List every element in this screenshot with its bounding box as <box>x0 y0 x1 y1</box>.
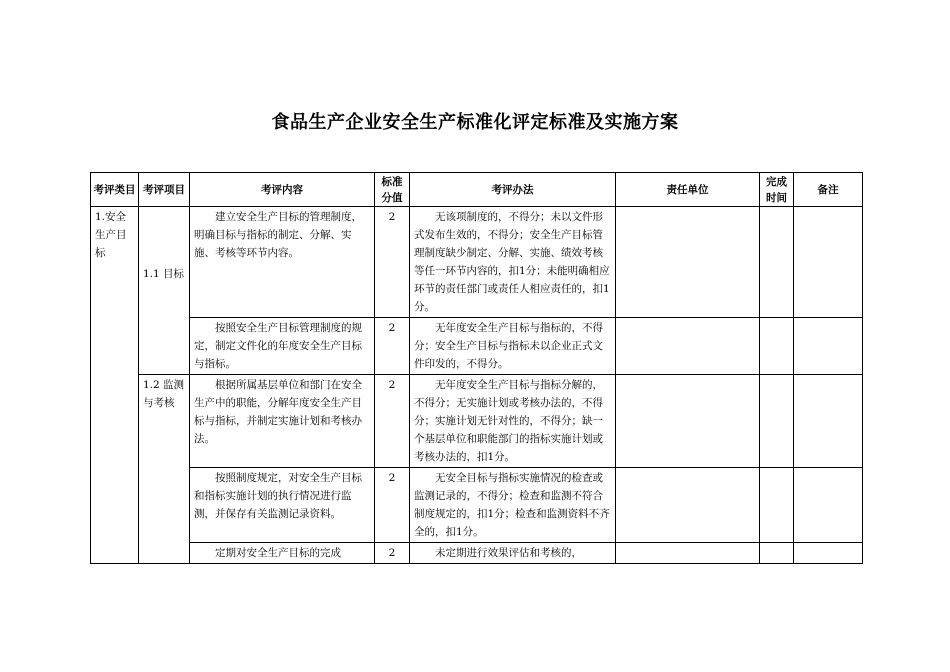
method-cell: 未定期进行效果评估和考核的， <box>410 543 616 564</box>
score-cell: 2 <box>375 207 410 318</box>
unit-cell <box>616 318 760 375</box>
unit-cell <box>616 543 760 564</box>
header-time: 完成时间 <box>760 173 794 207</box>
time-cell <box>760 207 794 318</box>
table-row <box>91 318 863 375</box>
header-method: 考评办法 <box>410 173 616 207</box>
header-category: 考评类目 <box>91 173 139 207</box>
note-cell <box>794 375 863 468</box>
header-content: 考评内容 <box>190 173 375 207</box>
score-cell: 2 <box>375 318 410 375</box>
method-cell: 无年度安全生产目标与指标分解的，不得分；无实施计划或考核办法的，不得分；实施计划无针对性的，不得分；缺一个基层单位和职能部门的指标实施计划或考核办法的，扣1分。 <box>410 375 616 468</box>
method-cell: 无年度安全生产目标与指标的，不得分；安全生产目标与指标未以企业正式文件印发的，不得分。 <box>410 318 616 375</box>
table-row <box>91 543 863 564</box>
time-cell <box>760 375 794 468</box>
note-cell <box>794 468 863 543</box>
content-cell: 建立安全生产目标的管理制度，明确目标与指标的制定、分解、实施、考核等环节内容。 <box>190 207 375 318</box>
score-cell: 2 <box>375 468 410 543</box>
header-score: 标准分值 <box>375 173 410 207</box>
score-cell: 2 <box>375 543 410 564</box>
header-item: 考评项目 <box>139 173 190 207</box>
table-header-row <box>91 173 863 207</box>
note-cell <box>794 207 863 318</box>
content-cell: 定期对安全生产目标的完成 <box>190 543 375 564</box>
note-cell <box>794 318 863 375</box>
document-title: 食品生产企业安全生产标准化评定标准及实施方案 <box>271 112 679 133</box>
unit-cell <box>616 375 760 468</box>
time-cell <box>760 318 794 375</box>
unit-cell <box>616 207 760 318</box>
note-cell <box>794 543 863 564</box>
content-cell: 按照安全生产目标管理制度的规定，制定文件化的年度安全生产目标与指标。 <box>190 318 375 375</box>
method-cell: 无该项制度的，不得分；未以文件形式发布生效的，不得分；安全生产目标管理制度缺少制定、分解、实施、绩效考核等任一环节内容的，扣1分；未能明确相应环节的责任部门或责任人相应责任的，扣1分。 <box>410 207 616 318</box>
table-row <box>91 468 863 543</box>
content-cell: 根据所属基层单位和部门在安全生产中的职能，分解年度安全生产目标与指标，并制定实施计划和考核办法。 <box>190 375 375 468</box>
table-row <box>91 207 863 318</box>
score-cell: 2 <box>375 375 410 468</box>
item-cell-target: 1.1 目标 <box>139 207 190 375</box>
time-cell <box>760 543 794 564</box>
unit-cell <box>616 468 760 543</box>
evaluation-table <box>90 172 863 564</box>
table-row <box>91 375 863 468</box>
time-cell <box>760 468 794 543</box>
header-unit: 责任单位 <box>616 173 760 207</box>
header-note: 备注 <box>794 173 863 207</box>
content-cell: 按照制度规定，对安全生产目标和指标实施计划的执行情况进行监测，并保存有关监测记录资料。 <box>190 468 375 543</box>
method-cell: 无安全目标与指标实施情况的检查或监测记录的，不得分；检查和监测不符合制度规定的，扣1分；检查和监测资料不齐全的，扣1分。 <box>410 468 616 543</box>
category-cell: 1.安全生产目标 <box>91 207 139 564</box>
item-cell-monitoring: 1.2 监测与考核 <box>139 375 190 564</box>
